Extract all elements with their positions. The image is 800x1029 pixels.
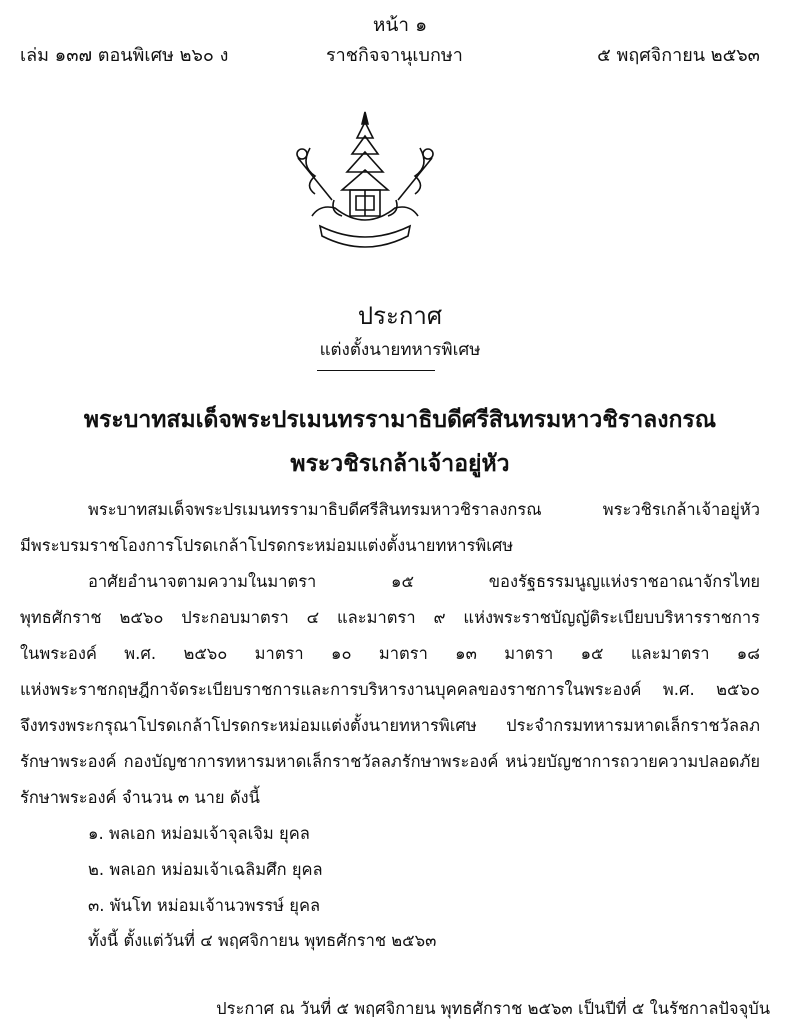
title-divider [317, 370, 435, 371]
paragraph-1-line-2: มีพระบรมราชโองการโปรดเกล้าโปรดกระหม่อมแต่งตั้งนายทหารพิเศษ [20, 536, 514, 555]
royal-seal-emblem-icon [290, 108, 440, 258]
announcement-title: ประกาศ [357, 302, 443, 330]
announcement-subtitle: แต่งตั้งนายทหารพิเศษ [319, 340, 481, 360]
appointee-item: ๑. พลเอก หม่อมเจ้าจุลเจิม ยุคล [88, 824, 310, 843]
paragraph-2-line-2: พุทธศักราช ๒๕๖๐ ประกอบมาตรา ๔ และมาตรา ๙ แห่งพระราชบัญญัติระเบียบบริหารราชการ [20, 608, 760, 627]
appointee-item: ๓. พันโท หม่อมเจ้านวพรรษ์ ยุคล [88, 896, 321, 915]
paragraph-2-line-3: ในพระองค์ พ.ศ. ๒๕๖๐ มาตรา ๑๐ มาตรา ๑๓ มาตรา ๑๕ และมาตรา ๑๘ [20, 644, 760, 663]
king-name-line1: พระบาทสมเด็จพระปรเมนทรรามาธิบดีศรีสินทรมหาวชิราลงกรณ [83, 407, 717, 433]
appointee-item: ๒. พลเอก หม่อมเจ้าเฉลิมศึก ยุคล [88, 860, 323, 879]
volume-info: เล่ม ๑๓๗ ตอนพิเศษ ๒๖๐ ง [20, 45, 229, 66]
effective-date: ทั้งนี้ ตั้งแต่วันที่ ๔ พฤศจิกายน พุทธศักราช ๒๕๖๓ [88, 931, 437, 950]
paragraph-2-line-6: รักษาพระองค์ กองบัญชาการทหารมหาดเล็กราชวัลลภรักษาพระองค์ หน่วยบัญชาการถวายความปลอดภัย [20, 752, 760, 771]
paragraph-2-line-1: อาศัยอำนาจตามความในมาตรา ๑๕ ของรัฐธรรมนูญแห่งราชอาณาจักรไทย [88, 572, 760, 591]
king-name-line2: พระวชิรเกล้าเจ้าอยู่หัว [290, 451, 510, 477]
paragraph-2-line-4: แห่งพระราชกฤษฎีกาจัดระเบียบราชการและการบริหารงานบุคคลของราชการในพระองค์ พ.ศ. ๒๕๖๐ [20, 680, 760, 699]
paragraph-1-line-1: พระบาทสมเด็จพระปรเมนทรรามาธิบดีศรีสินทรมหาวชิราลงกรณ พระวชิรเกล้าเจ้าอยู่หัว [88, 500, 760, 519]
given-date: ประกาศ ณ วันที่ ๕ พฤศจิกายน พุทธศักราช ๒๕๖๓ เป็นปีที่ ๕ ในรัชกาลปัจจุบัน [216, 999, 770, 1018]
gazette-name: ราชกิจจานุเบกษา [326, 45, 463, 66]
gazette-date: ๕ พฤศจิกายน ๒๕๖๓ [597, 45, 760, 66]
page-number: หน้า ๑ [372, 14, 428, 36]
paragraph-2-line-7: รักษาพระองค์ จำนวน ๓ นาย ดังนี้ [20, 788, 260, 807]
paragraph-2-line-5: จึงทรงพระกรุณาโปรดเกล้าโปรดกระหม่อมแต่งตั้งนายทหารพิเศษ ประจำกรมทหารมหาดเล็กราชวัลลภ [20, 716, 760, 735]
